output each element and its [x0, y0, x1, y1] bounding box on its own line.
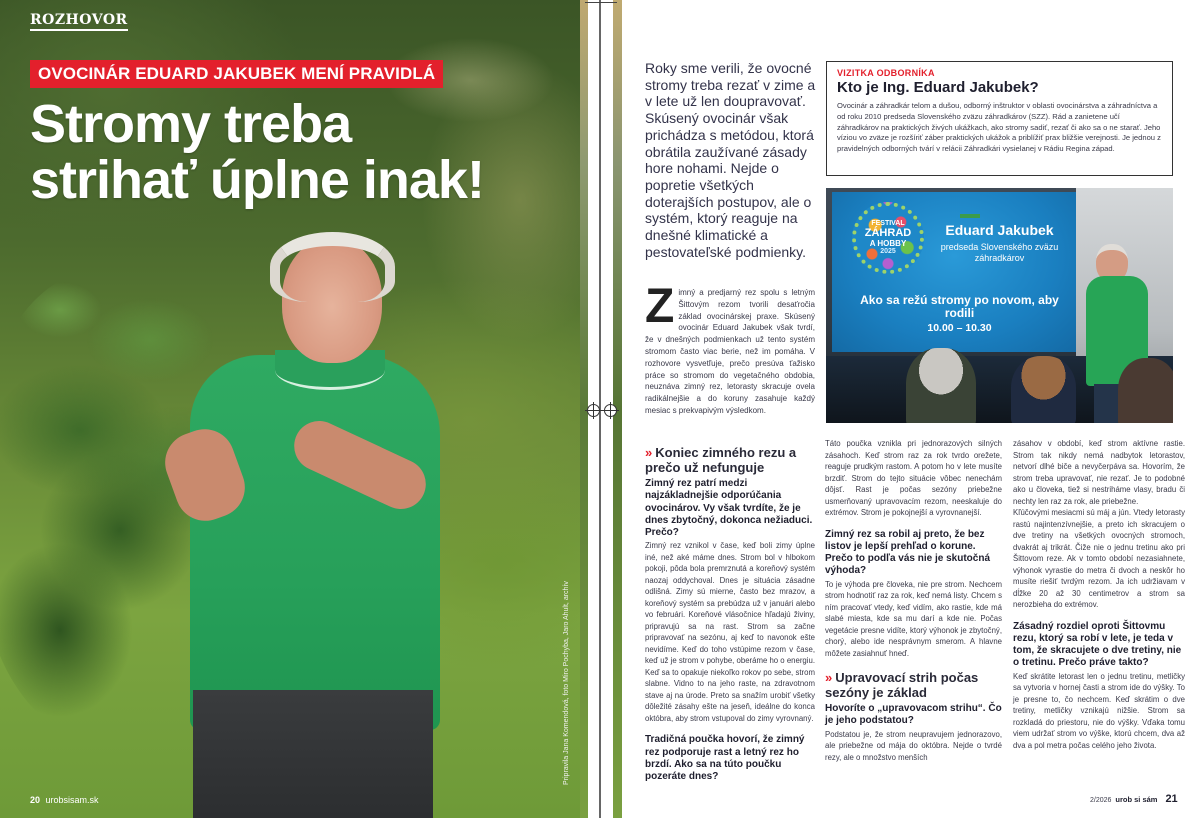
interview-answer: Táto poučka vznikla pri jednorazových silných zásahoch. Keď strom raz za rok tvrdo orežete, reaguje prudkým rastom. A potom ho v lete musíte brzdiť. Strom do tejto situácie vôbec nenechám dôjsť. Rast je počas sezóny priebežne usmerňovaný upravovacím rezom, neeskaluje do extrémov. Strom je pokojnejší a vyrovnanejší. — [825, 439, 1002, 517]
issue-number: 2/2026 — [1090, 797, 1112, 804]
article-column-2 — [825, 438, 1002, 763]
screen-accent-bar — [960, 214, 980, 218]
presentation-screen — [832, 192, 1076, 352]
chevron-right-icon: » — [825, 670, 833, 686]
audience-member — [1118, 358, 1173, 423]
page-number-left: 20 — [30, 795, 41, 805]
interview-question: Zásadný rozdiel oproti Šittovmu rezu, ktorý sa robí v lete, je teda v tom, že skracujete o dve tretiny, nie o tretinu. Prečo práve takto? — [1013, 620, 1182, 669]
article-column-3 — [1013, 438, 1185, 751]
folio-left — [30, 795, 99, 805]
page-number-right: 21 — [1165, 793, 1178, 805]
section-label: ROZHOVOR — [30, 12, 128, 31]
logo-line-3: A HOBBY — [869, 239, 907, 248]
screen-speaker-name: Eduard Jakubek — [945, 222, 1054, 238]
drop-cap: Z — [645, 280, 675, 333]
intro-text: imný a predjarný rez spolu s letným Šittovým rezom tvorili desaťročia základ ovocinárskej praxe. Skúsený ovocinár Eduard Jakubek však tvrdí, že v dnešných podmienkach už tento systém stromom často viac berie, než im pomáha. V rozhovore vysvetľuje, prečo presúva ťažisko práce so stromom do vegetačného obdobia, neuznáva zimný rez, letorasty skracuje ovela radikálnejšie a do koruny zasahuje každý mesiac s prekvapivým výsledkom. — [645, 288, 815, 415]
chevron-right-icon: » — [645, 445, 653, 460]
interview-answer: zásahov v období, keď strom aktívne rastie. Strom tak nikdy nemá nadbytok letorastov, netvorí dlhé biče a nevyčerpáva sa. Hovorím, že strom treba upravovať, nie rezať. Je to podobné ako u človeka, tiež si nestriháme vlasy, bradu či nechty len raz za rok, ale priebežne. — [1013, 439, 1185, 506]
photo-credit: Pripravila Jana Komendová, foto Miro Pochyba, Jaro Ahult, archív — [563, 581, 570, 785]
interview-question: Zimný rez sa robil aj preto, že bez listov je lepší prehľad o korune. Prečo to podľa vás nie je skutočná výhoda? — [825, 528, 991, 577]
interview-answer: Podstatou je, že strom neupravujem jednorazovo, ale priebežne od mája do októbra. Nejde o tvrdé rezy, ale o množstvo menších — [825, 729, 1002, 762]
headline-kicker: OVOCINÁR EDUARD JAKUBEK MENÍ PRAVIDLÁ — [30, 60, 443, 88]
interview-question: Tradičná poučka hovorí, že zimný rez podporuje rast a letný rez ho brzdí. Ako sa na túto poučku pozeráte dnes? — [645, 734, 805, 783]
event-photo — [826, 188, 1173, 423]
headline-line-2: strihať úplne inak! — [30, 150, 484, 210]
interview-answer: Kľúčovými mesiacmi sú máj a jún. Vtedy letorasty rastú najintenzívnejšie, a preto ich skracujem o dve tretiny na všetkých ovocných stromoch, dvakrát aj trikrát. Čiže nie o jednu tretinu ako pri Šittovom reze. Ak v tomto období nezasiahnete, výhonok vyrastie do metra či dvoch a neskôr ho musíte riešiť tvrdým rezom. Ja ich udržiavam v dĺžke 20 až 30 centimetrov a strom sa nerozbieha do extrémov. — [1013, 508, 1185, 609]
interview-question: Hovoríte o „upravovacom strihu“. Čo je jeho podstatou? — [825, 703, 1002, 727]
folio-site: urobsisam.sk — [45, 795, 99, 805]
screen-speaker-role: predseda Slovenského zväzu záhradkárov — [940, 242, 1059, 263]
person-hair — [270, 232, 395, 302]
logo-year: 2025 — [880, 248, 896, 255]
expert-profile-box — [826, 61, 1173, 176]
audience-member — [1011, 356, 1076, 423]
interview-answer: Keď skrátite letorast len o jednu tretinu, metličky sa vytvoria v hornej časti a strom ide do výšky. To je presne to, čo nechcem. Keď skrátim o dve tretiny, metličky vznikajú nižšie. Strom sa rozkladá do priestoru, nie do výšky. Vďaka tomu viem udržať strom vo výške, ktorú chcem, dva až dva a pol metra počas celého jeho života. — [1013, 671, 1185, 750]
interview-question: Zimný rez patrí medzi najzákladnejšie odporúčania ovocinárov. Vy však tvrdíte, že je dnes zbytočný, dokonca nežiaduci. Prečo? — [645, 478, 813, 539]
subheading-text: Koniec zimného rezu a prečo už nefunguje — [645, 445, 797, 475]
interview-answer: To je výhoda pre človeka, nie pre strom. Nechcem strom hodnotiť raz za rok, keď nemá listy. Chcem s ním pracovať vtedy, keď vidím, ako rastie, kde má slabé miesta, kde sa mu darí a kde nie. Počas vegetácie presne vidíte, ktorý výhonok je zbytočný, chorý, alebo ide nesprávnym smerom. A hlavne môžete zasiahnuť hneď. — [825, 579, 1002, 658]
crop-mark — [585, 2, 617, 3]
article-column-1 — [645, 438, 815, 785]
subheading — [645, 446, 815, 475]
logo-line-1: FESTIVAL — [871, 220, 905, 227]
article-lead: Roky sme verili, že ovocné stromy treba rezať v zime a v lete už len doupravovať. Skúsený ovocinár však prichádza s metódou, ktorá obrátila zaužívané zásady hore nohami. Nejde o popretie všetkých doterajších postupov, ale o systém, ktorý reaguje na dnešné klimatické a pestovateľské podmienky. — [645, 60, 816, 260]
box-text: Ovocinár a záhradkár telom a dušou, odborný inštruktor v oblasti ovocinárstva a záhradníctva a od roku 2010 predseda Slovenského zväzu záhradkárov (SZZ). Rád a zanietene učí záhradkárov na praktických živých ukážkach, ako stromy sadiť, rezať či ako sa o ne starať. Jeho víziou vo zväze je rozšíriť záber praktických ukážok a priblížiť prax bližšie verejnosti. Je jednou z pravidelných odborných tvárí v relácii Záhradkári vysielanej v Rádiu Regina západ. — [837, 101, 1161, 154]
registration-mark-icon — [587, 404, 600, 417]
box-title: Kto je Ing. Eduard Jakubek? — [837, 79, 1039, 96]
page-headline — [30, 96, 580, 208]
subheading-text: Upravovací strih počas sezóny je základ — [825, 670, 979, 700]
box-kicker: VIZITKA ODBORNÍKA — [837, 68, 935, 78]
person-green-shirt — [190, 355, 440, 730]
subheading — [825, 671, 1002, 700]
screen-talk-time: 10.00 – 10.30 — [927, 322, 992, 334]
headline-line-1: Stromy treba — [30, 94, 352, 154]
left-page-photo-spread — [0, 0, 580, 818]
audience-member — [906, 348, 976, 423]
festival-logo — [852, 202, 924, 274]
folio-right — [1090, 793, 1178, 805]
person-trousers — [193, 690, 433, 818]
article-intro — [645, 280, 815, 417]
magazine-brand: urob si sám — [1115, 795, 1158, 804]
registration-mark-icon — [604, 404, 617, 417]
screen-talk-title: Ako sa režú stromy po novom, aby rodili — [860, 293, 1059, 320]
interview-answer: Zimný rez vznikol v čase, keď boli zimy úplne iné, než aké máme dnes. Strom bol v hlbokom pokoji, pôda bola premrznutá a koreňový systém naozaj oddychoval. Dnes je situácia zásadne odlišná. Zimy sú mierne, často bez mrazov, a koreňový systém sa prebúdza už v januári alebo vo februári. Koreňové vlásočnice hľadajú živiny, pripravujú sa na rast. Strom sa začne pripravovať na sezónu, aj keď to navonok ešte nevidíme. Keď do toho vstúpime rezom v čase, keď už je strom v pohybe, oberáme ho o energiu. Keď sa to opakuje niekoľko rokov po sebe, strom slabne. Vidno to na jeho raste, na zdravotnom stave aj na úrode. Preto sa snažím urobiť všetky dôležité zásahy ešte na jeseň, ideálne do konca októbra, aby strom vstupoval do zimy vyrovnaný. — [645, 541, 815, 723]
logo-line-2: ZÁHRAD — [864, 227, 912, 239]
